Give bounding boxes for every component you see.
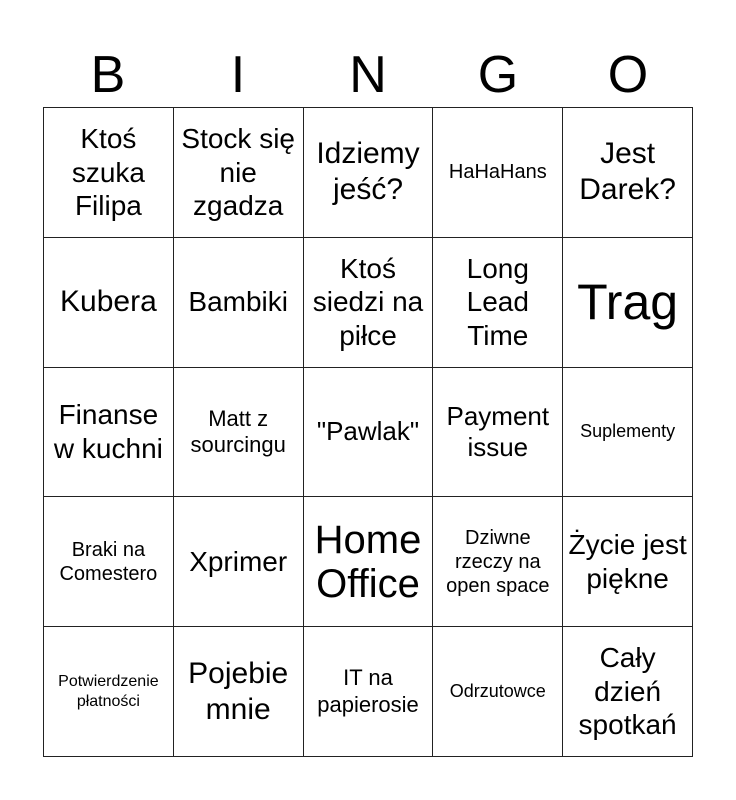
bingo-cell[interactable]: Stock się nie zgadza [174,108,304,238]
bingo-cell[interactable]: Cały dzień spotkań [563,627,693,757]
bingo-cell[interactable]: Odrzutowce [433,627,563,757]
header-letter-b: B [90,46,126,104]
bingo-cell[interactable]: Ktoś szuka Filipa [44,108,174,238]
bingo-cell[interactable]: Dziwne rzeczy na open space [433,497,563,627]
bingo-cell[interactable]: Kubera [44,238,174,368]
bingo-cell[interactable]: Matt z sourcingu [174,368,304,498]
bingo-header [43,44,693,106]
header-letter-i: I [230,46,246,104]
bingo-grid [43,107,693,757]
bingo-cell[interactable]: Trag [563,238,693,368]
bingo-cell[interactable]: Home Office [304,497,434,627]
bingo-cell[interactable]: Long Lead Time [433,238,563,368]
bingo-cell[interactable]: Idziemy jeść? [304,108,434,238]
bingo-cell[interactable]: HaHaHans [433,108,563,238]
bingo-cell[interactable]: Życie jest piękne [563,497,693,627]
bingo-cell[interactable]: Suplementy [563,368,693,498]
header-letter-g: G [477,46,519,104]
header-letter-o: O [607,46,649,104]
bingo-cell[interactable]: Braki na Comestero [44,497,174,627]
bingo-cell[interactable]: IT na papierosie [304,627,434,757]
bingo-cell[interactable]: "Pawlak" [304,368,434,498]
bingo-cell[interactable]: Bambiki [174,238,304,368]
header-letter-n: N [349,46,387,104]
bingo-cell[interactable]: Xprimer [174,497,304,627]
bingo-cell[interactable]: Pojebie mnie [174,627,304,757]
bingo-cell[interactable]: Potwierdzenie płatności [44,627,174,757]
bingo-cell[interactable]: Finanse w kuchni [44,368,174,498]
bingo-cell[interactable]: Ktoś siedzi na piłce [304,238,434,368]
bingo-cell[interactable]: Jest Darek? [563,108,693,238]
bingo-cell[interactable]: Payment issue [433,368,563,498]
